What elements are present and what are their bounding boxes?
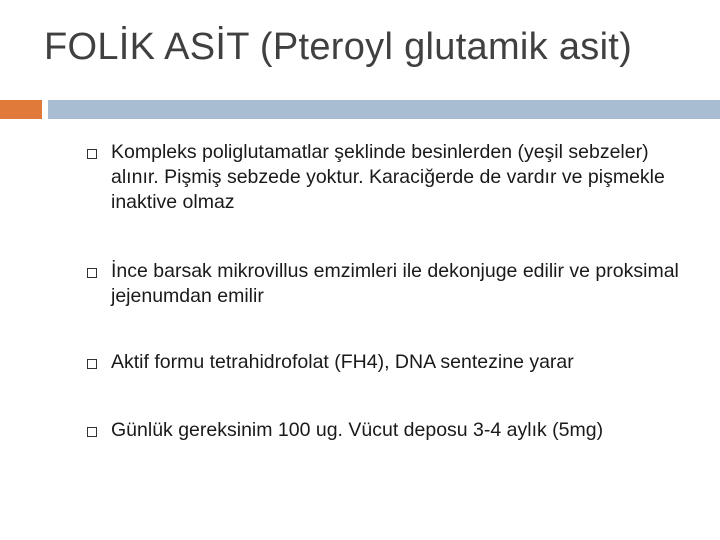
- square-bullet-icon: [87, 149, 97, 159]
- slide-title: FOLİK ASİT (Pteroyl glutamik asit): [44, 26, 633, 68]
- bullet-text: İnce barsak mikrovillus emzimleri ile dekonjuge edilir ve proksimal jejenumdan emilir: [111, 260, 679, 307]
- bullet-text: Kompleks poliglutamatlar şeklinde besinlerden (yeşil sebzeler) alınır. Pişmiş sebzede yoktur. Karaciğerde de vardır ve pişmekle inaktive olmaz: [111, 141, 665, 213]
- square-bullet-icon: [87, 427, 97, 437]
- square-bullet-icon: [87, 359, 97, 369]
- bullet-text: Aktif formu tetrahidrofolat (FH4), DNA sentezine yarar: [111, 351, 574, 373]
- bullet-text: Günlük gereksinim 100 ug. Vücut deposu 3-4 aylık (5mg): [111, 419, 604, 441]
- square-bullet-icon: [87, 268, 97, 278]
